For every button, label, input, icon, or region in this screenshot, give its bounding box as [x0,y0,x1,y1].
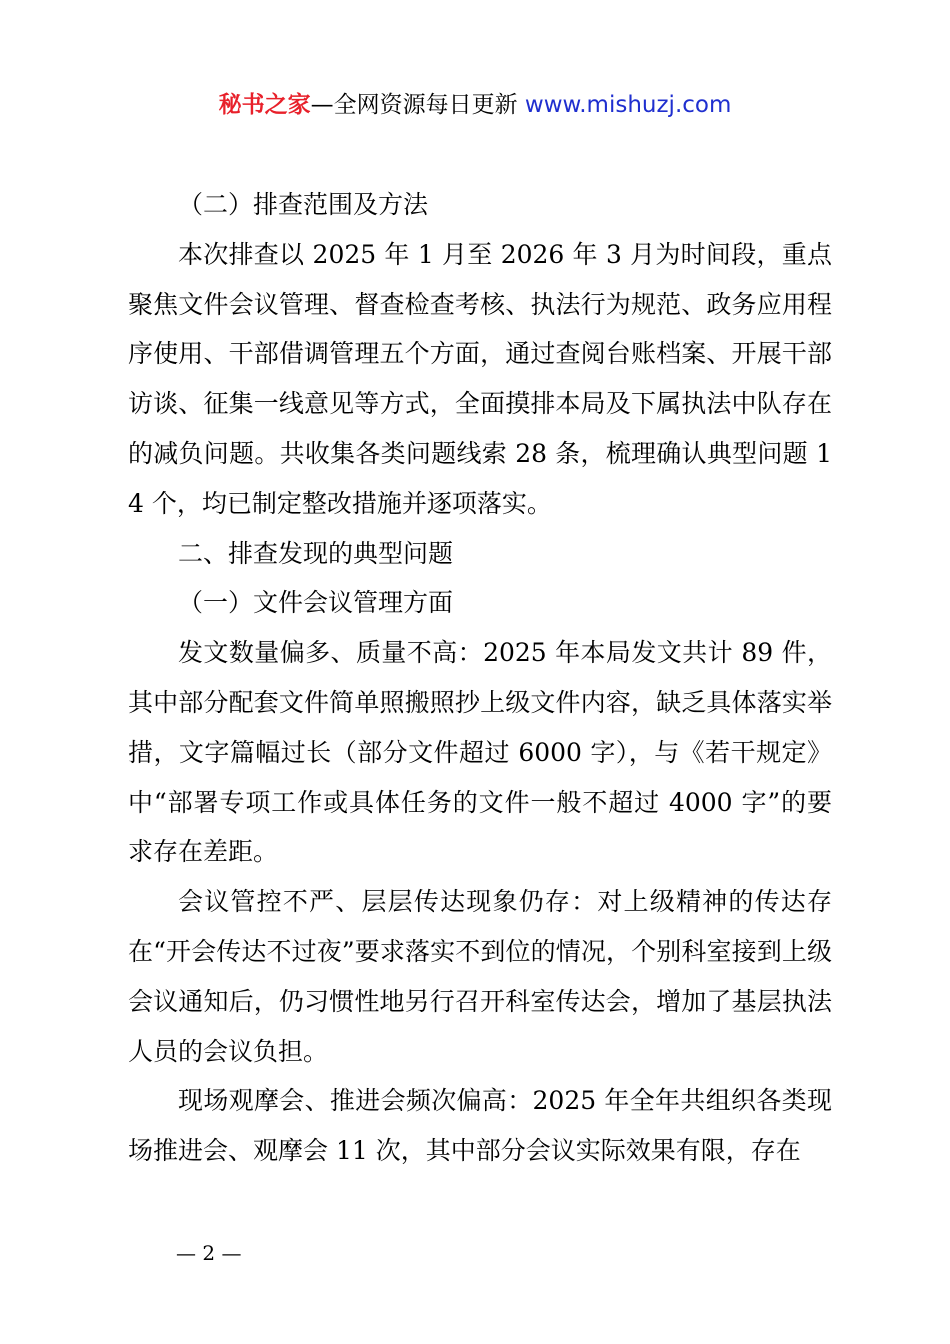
site-header [0,88,950,122]
site-brand: 秘书之家 [218,92,311,118]
site-slogan: —全网资源每日更新 [310,92,525,118]
paragraph-scope-method: 本次排查以 2025 年 1 月至 2026 年 3 月为时间段，重点聚焦文件会议管理、督查检查考核、执法行为规范、政务应用程序使用、干部借调管理五个方面，通过查阅台账档案、开展干部访谈、征集一线意见等方式，全面摸排本局及下属执法中队存在的减负问题。共收集各类问题线索 28 条，梳理确认典型问题 14 个，均已制定整改措施并逐项落实。 [128,239,832,518]
site-url-link[interactable]: www.mishuzj.com [524,92,732,118]
section-heading-scope: （二）排查范围及方法 [178,190,429,219]
subsection-heading-documents-meetings: （一）文件会议管理方面 [178,588,454,618]
paragraph-meeting-control: 会议管控不严、层层传达现象仍存：对上级精神的传达存在“开会传达不过夜”要求落实不到位的情况，个别科室接到上级会议通知后，仍习惯性地另行召开科室传达会，增加了基层执法人员的会议负担。 [128,887,832,1066]
paragraph-document-volume: 发文数量偏多、质量不高：2025 年本局发文共计 89 件，其中部分配套文件简单照搬照抄上级文件内容，缺乏具体落实举措，文字篇幅过长（部分文件超过 6000 字），与《若干规定》中“部署专项工作或具体任务的文件一般不超过 4000 字”的要求存在差距。 [128,638,832,867]
document-body [128,180,832,1176]
paragraph-onsite-meetings: 现场观摩会、推进会频次偏高：2025 年全年共组织各类现场推进会、观摩会 11 次，其中部分会议实际效果有限，存在 [128,1086,832,1166]
page-number: — 2 — [176,1241,242,1265]
section-heading-typical-problems: 二、排查发现的典型问题 [178,538,454,568]
